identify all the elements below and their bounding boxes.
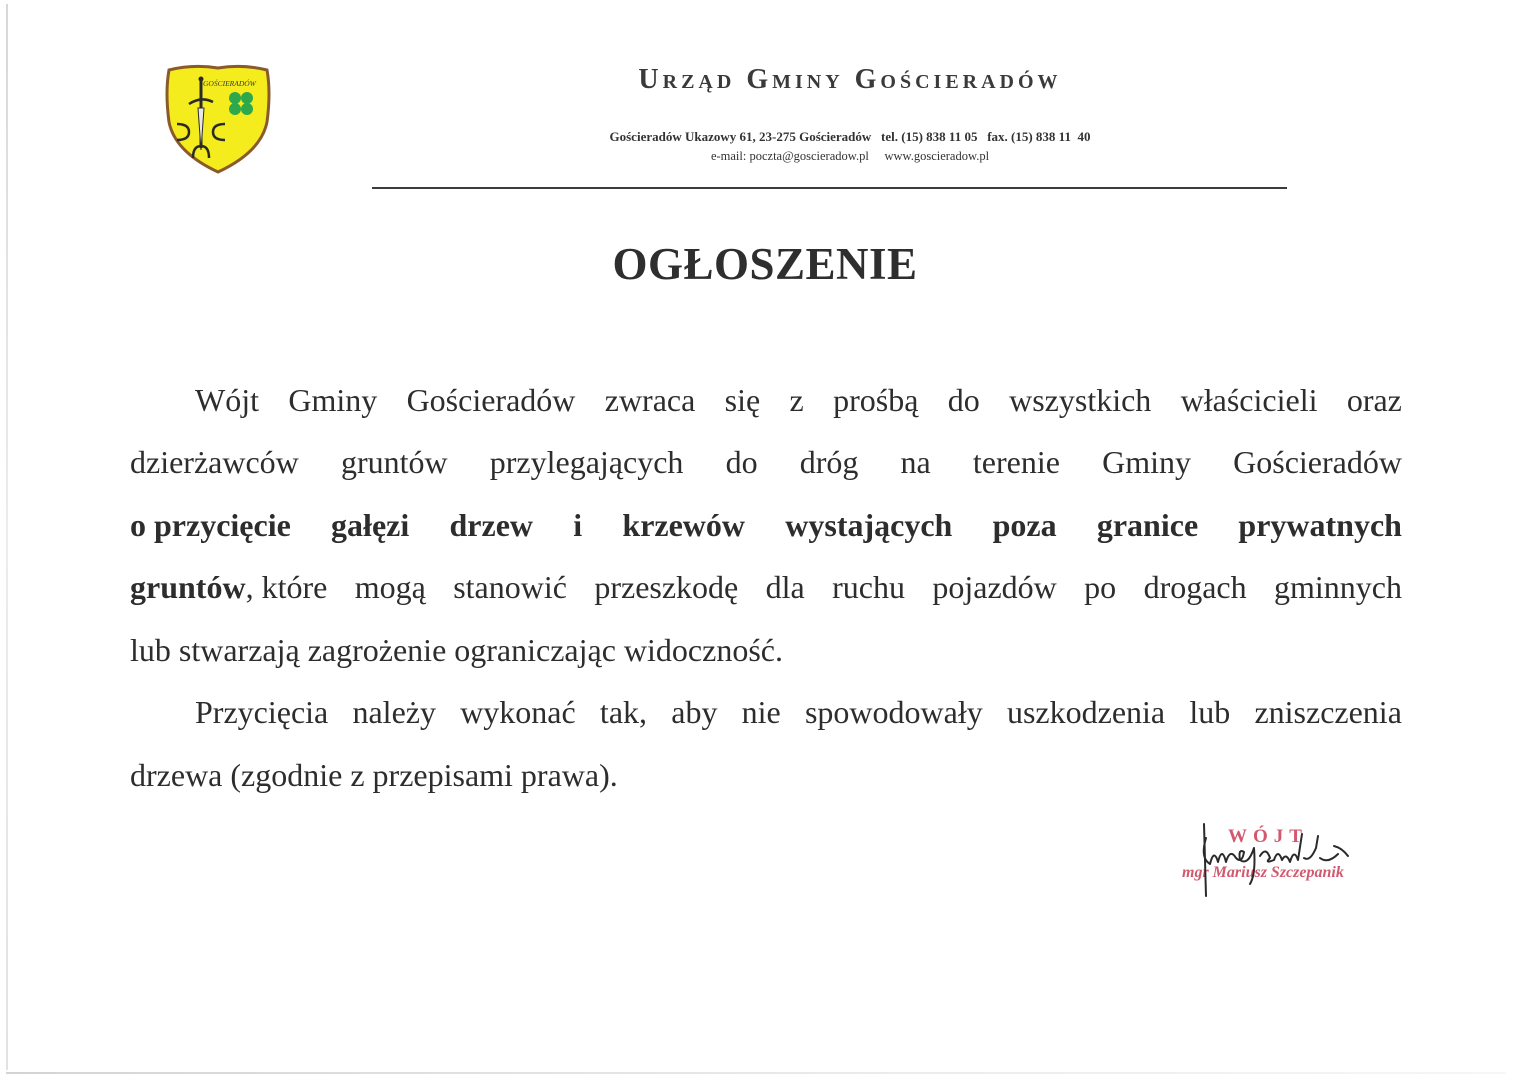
word: poza <box>992 507 1057 543</box>
word: aby <box>671 694 718 730</box>
word: drogach <box>1143 569 1247 605</box>
word: się <box>724 382 761 418</box>
word: po <box>1084 569 1117 605</box>
word: właścicieli <box>1180 382 1318 418</box>
word: krzewów <box>622 507 746 543</box>
paragraph-2-line-1 <box>195 692 1402 732</box>
word: Gminy <box>288 382 378 418</box>
stamp-name: mgr Mariusz Szczepanik <box>1182 864 1344 881</box>
organization-name: Urząd Gminy Gościeradów <box>638 64 1062 95</box>
coat-of-arms-icon <box>163 62 273 176</box>
word: Gościeradów <box>406 382 576 418</box>
word: należy <box>352 694 436 730</box>
svg-text:GOŚCIERADÓW: GOŚCIERADÓW <box>203 79 256 88</box>
word: gminnych <box>1274 569 1402 605</box>
word: dróg <box>799 444 859 480</box>
word: ruchu <box>832 569 905 605</box>
word: Gościeradów <box>1233 444 1402 480</box>
word: wszystkich <box>1009 382 1152 418</box>
text-line: lub stwarzają zagrożenie ograniczając widoczność. <box>130 632 783 668</box>
word: i <box>573 507 583 543</box>
word: Wójt <box>195 382 259 418</box>
bold-word: gruntów <box>130 569 246 605</box>
word: do <box>725 444 758 480</box>
word: na <box>900 444 931 480</box>
word: zwraca <box>604 382 696 418</box>
stamp-title: WÓJT <box>1228 826 1308 847</box>
word: prywatnych <box>1238 507 1402 543</box>
word: gałęzi <box>331 507 410 543</box>
word: do <box>947 382 980 418</box>
word: dzierżawców <box>130 444 299 480</box>
word: spowodowały <box>804 694 983 730</box>
word: granice <box>1096 507 1199 543</box>
word: z <box>789 382 804 418</box>
signature-stamp <box>1170 818 1370 908</box>
word: wykonać <box>460 694 576 730</box>
word: terenie <box>972 444 1060 480</box>
document-title: OGŁOSZENIE <box>612 239 918 289</box>
word: drzew <box>449 507 533 543</box>
word: lub <box>1189 694 1231 730</box>
paragraph-1-line-1 <box>195 380 1402 420</box>
word: przeszkodę <box>594 569 739 605</box>
scan-edge-left <box>6 4 8 1070</box>
handwritten-signature-icon <box>1170 818 1370 908</box>
word: przylegających <box>489 444 684 480</box>
word: tak, <box>599 694 648 730</box>
word: gruntów <box>340 444 448 480</box>
paragraph-1-line-5 <box>130 630 1402 670</box>
header-divider <box>372 187 1287 189</box>
word: pojazdów <box>932 569 1057 605</box>
text-line: drzewa (zgodnie z przepisami prawa). <box>130 757 618 793</box>
word: Przycięcia <box>195 694 329 730</box>
word: uszkodzenia <box>1006 694 1166 730</box>
word: Gminy <box>1102 444 1191 480</box>
word: o przycięcie <box>130 507 291 543</box>
paragraph-2-line-2 <box>130 755 1402 795</box>
word: dla <box>765 569 805 605</box>
paragraph-1-line-4 <box>130 567 1402 607</box>
word: wystających <box>785 507 953 543</box>
paragraph-1-line-2 <box>130 442 1402 482</box>
word: nie <box>741 694 781 730</box>
address-line: Gościeradów Ukazowy 61, 23-275 Gościeradów tel. (15) 838 11 05 fax. (15) 838 11 40 <box>609 129 1091 144</box>
word: mogą <box>354 569 426 605</box>
word: , które <box>245 569 328 605</box>
word: zniszczenia <box>1254 694 1402 730</box>
email-web-line: e-mail: poczta@goscieradow.pl www.goscieradow.pl <box>710 149 990 163</box>
paragraph-1-line-3 <box>130 505 1402 545</box>
scan-edge-bottom <box>6 1072 1506 1074</box>
word: oraz <box>1346 382 1402 418</box>
word: prośbą <box>833 382 919 418</box>
word: stanowić <box>453 569 567 605</box>
